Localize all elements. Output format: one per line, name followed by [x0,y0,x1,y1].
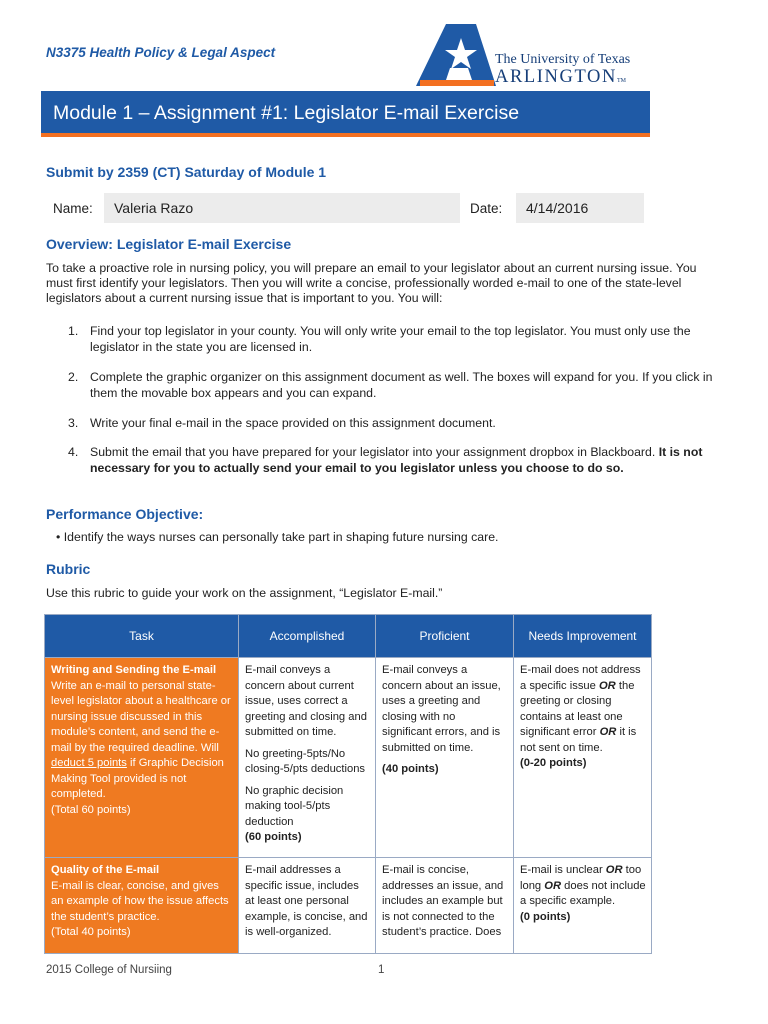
task-title: Writing and Sending the E-mail [51,664,217,676]
performance-heading: Performance Objective: [46,506,204,522]
step-number: 3. [68,416,79,430]
uta-star-a-icon [416,24,498,88]
task-description: E-mail is clear, concise, and gives an example of how the issue affects the student’s practice. [51,879,229,923]
proficient-cell: E-mail is concise, addresses an issue, and includes an example but is not connected to the student’s practice. Does [376,858,514,954]
column-header-task: Task [45,615,239,658]
trademark: TM [616,78,626,84]
overview-heading: Overview: Legislator E-mail Exercise [46,236,292,252]
accomplished-cell: E-mail conveys a concern about current issue, uses correct a greeting and closing and submitted on time. No greeting-5pts/No closing-5/pts deductions No graphic decision making tool-5/pts deduction (60 points) [239,658,376,858]
task-cell [45,858,239,954]
step-text: Complete the graphic organizer on this assignment document as well. The boxes will expand for you. If you click in them the movable box appears and you can expand. [90,370,713,400]
performance-item: • Identify the ways nurses can personally take part in shaping future nursing care. [56,530,499,544]
task-description: Write an e-mail to personal state-level legislator about a healthcare or nursing issue discussed in this module’s content, and send the e-mail by the required deadline. Will deduct 5 points if Graphic Decision Making Tool provided is not completed. [51,679,231,800]
date-field[interactable]: 4/14/2016 [516,193,644,223]
step-number: 4. [68,445,79,459]
task-cell [45,658,239,858]
page-number: 1 [378,964,385,976]
task-title: Quality of the E-mail [51,864,160,876]
title-banner [41,91,650,137]
step-text: Write your final e-mail in the space provided on this assignment document. [90,416,496,430]
column-header-accomplished: Accomplished [239,615,376,658]
footer-text: 2015 College of Nursiing [46,964,172,976]
logo-line-1: The University of Texas [495,52,631,67]
step-text: Find your top legislator in your county. You will only write your email to the top legislator. You must only use the legislator in the state you are licensed in. [90,324,691,354]
table-header-row [45,615,652,658]
step-text: Submit the email that you have prepared for your legislator into your assignment dropbox in Blackboard. It is not necessary for you to actually send your email to you legislator unless you choose to do so. [90,445,703,475]
points: (60 points) [245,831,302,843]
course-title: N3375 Health Policy & Legal Aspect [46,45,276,60]
step-number: 2. [68,370,79,384]
needs-improvement-cell: E-mail does not address a specific issue OR the greeting or closing contains at least one significant error OR it is not sent on time. (0-20 points) [514,658,652,858]
name-field[interactable]: Valeria Razo [104,193,460,223]
university-logo [416,24,646,88]
column-header-proficient: Proficient [376,615,514,658]
date-label: Date: [470,201,503,216]
bullet-icon: • [56,530,64,544]
proficient-cell: E-mail conveys a concern about an issue, uses a greeting and closing with no significant errors, and is submitted on time. (40 points) [376,658,514,858]
column-header-needs-improvement: Needs Improvement [514,615,652,658]
accomplished-cell: E-mail addresses a specific issue, includes at least one personal example, is concise, and is well-organized. [239,858,376,954]
submit-deadline: Submit by 2359 (CT) Saturday of Module 1 [46,164,327,180]
rubric-heading: Rubric [46,561,91,577]
table-row [45,658,652,858]
step-number: 1. [68,324,79,338]
page-title: Module 1 – Assignment #1: Legislator E-mail Exercise [53,102,520,124]
overview-paragraph: To take a proactive role in nursing policy, you will prepare an email to your legislator about an current nursing issue. You must first identify your legislators. Then you will write a concise, professionally worded e-mail to one of the state-level legislators about a current nursing issue that is important to you. You will: [46,261,697,305]
step-bold-note: It is not necessary for you to actually send your email to you legislator unless you choose to do so. [90,445,703,475]
logo-line-2: ARLINGTONTM [495,67,626,87]
points: (40 points) [382,763,439,775]
task-total: (Total 60 points) [51,803,131,816]
needs-improvement-cell: E-mail is unclear OR too long OR does not include a specific example. (0 points) [514,858,652,954]
task-total: (Total 40 points) [51,926,131,938]
points: (0-20 points) [520,757,587,769]
rubric-intro: Use this rubric to guide your work on the assignment, “Legislator E-mail.” [46,586,443,600]
points: (0 points) [520,910,571,923]
table-row [45,858,652,954]
name-label: Name: [53,201,93,216]
rubric-table [44,614,652,954]
